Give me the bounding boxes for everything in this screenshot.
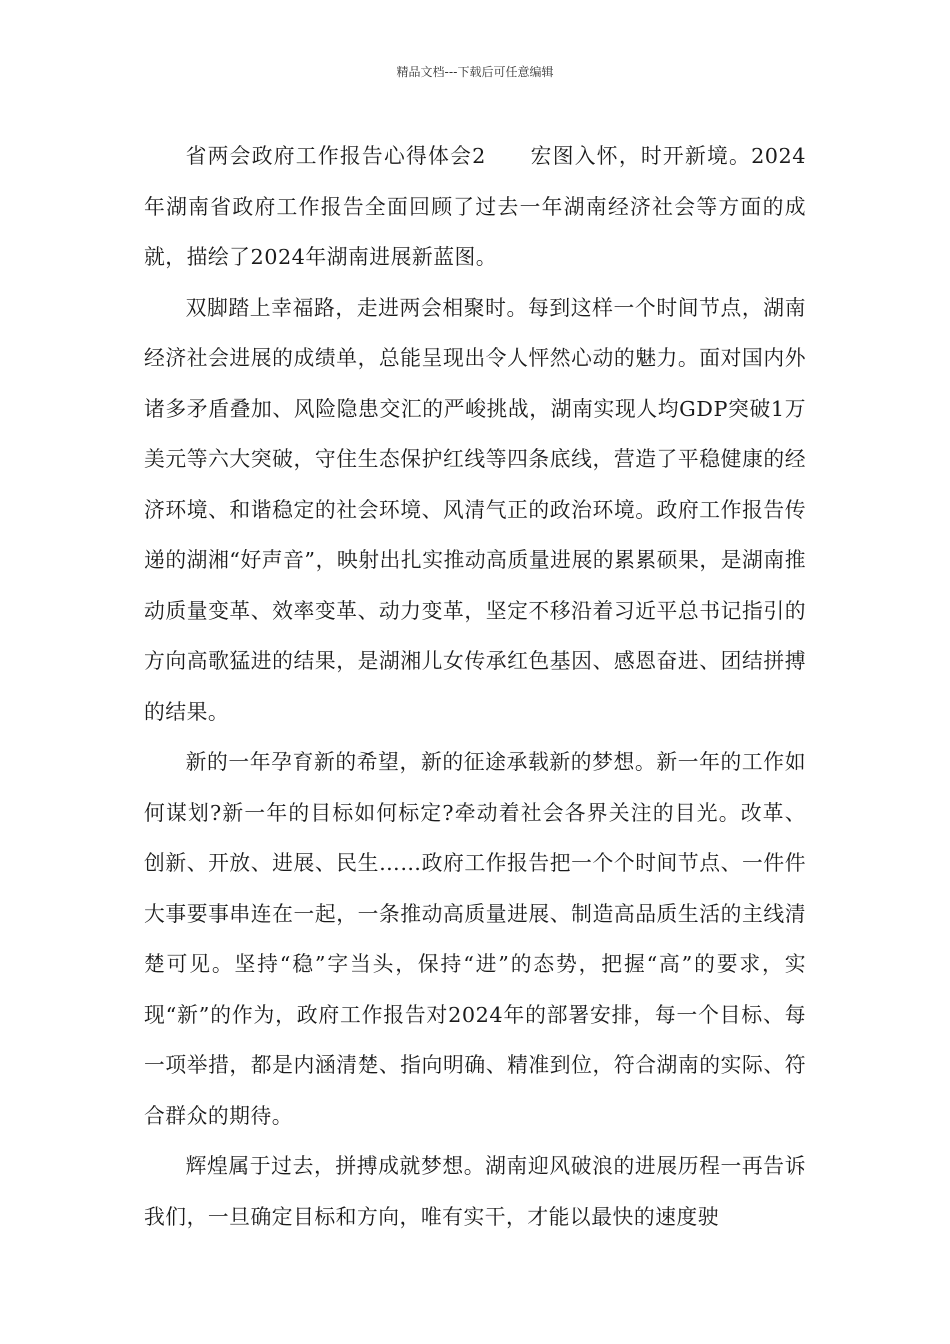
paragraph-3: 新的一年孕育新的希望，新的征途承载新的梦想。新一年的工作如何谋划?新一年的目标如何标定?牵动着社会各界关注的目光。改革、创新、开放、进展、民生……政府工作报告把一个个时间节点、一件件大事要事串连在一起，一条推动高质量进展、制造高品质生活的主线清楚可见。坚持“稳”字当头，保持“进”的态势，把握“高”的要求，实现“新”的作为，政府工作报告对2024年的部署安排，每一个目标、每一项举措，都是内涵清楚、指向明确、精准到位，符合湖南的实际、符合群众的期待。 [144, 750, 806, 1128]
paragraph-4: 辉煌属于过去，拼搏成就梦想。湖南迎风破浪的进展历程一再告诉我们，一旦确定目标和方向，唯有实干，才能以最快的速度驶 [144, 1154, 806, 1229]
paragraph-1: 省两会政府工作报告心得体会2 宏图入怀，时开新境。2024年湖南省政府工作报告全面回顾了过去一年湖南经济社会等方面的成就，描绘了2024年湖南进展新蓝图。 [144, 144, 806, 269]
page-header: 精品文档---下载后可任意编辑 [396, 65, 554, 79]
document-body [144, 131, 806, 1242]
paragraph-2: 双脚踏上幸福路，走进两会相聚时。每到这样一个时间节点，湖南经济社会进展的成绩单，总能呈现出令人怦然心动的魅力。面对国内外诸多矛盾叠加、风险隐患交汇的严峻挑战，湖南实现人均GDP突破1万美元等六大突破，守住生态保护红线等四条底线，营造了平稳健康的经济环境、和谐稳定的社会环境、风清气正的政治环境。政府工作报告传递的湖湘“好声音”，映射出扎实推动高质量进展的累累硕果，是湖南推动质量变革、效率变革、动力变革，坚定不移沿着习近平总书记指引的方向高歌猛进的结果，是湖湘儿女传承红色基因、感恩奋进、团结拼搏的结果。 [144, 295, 806, 724]
